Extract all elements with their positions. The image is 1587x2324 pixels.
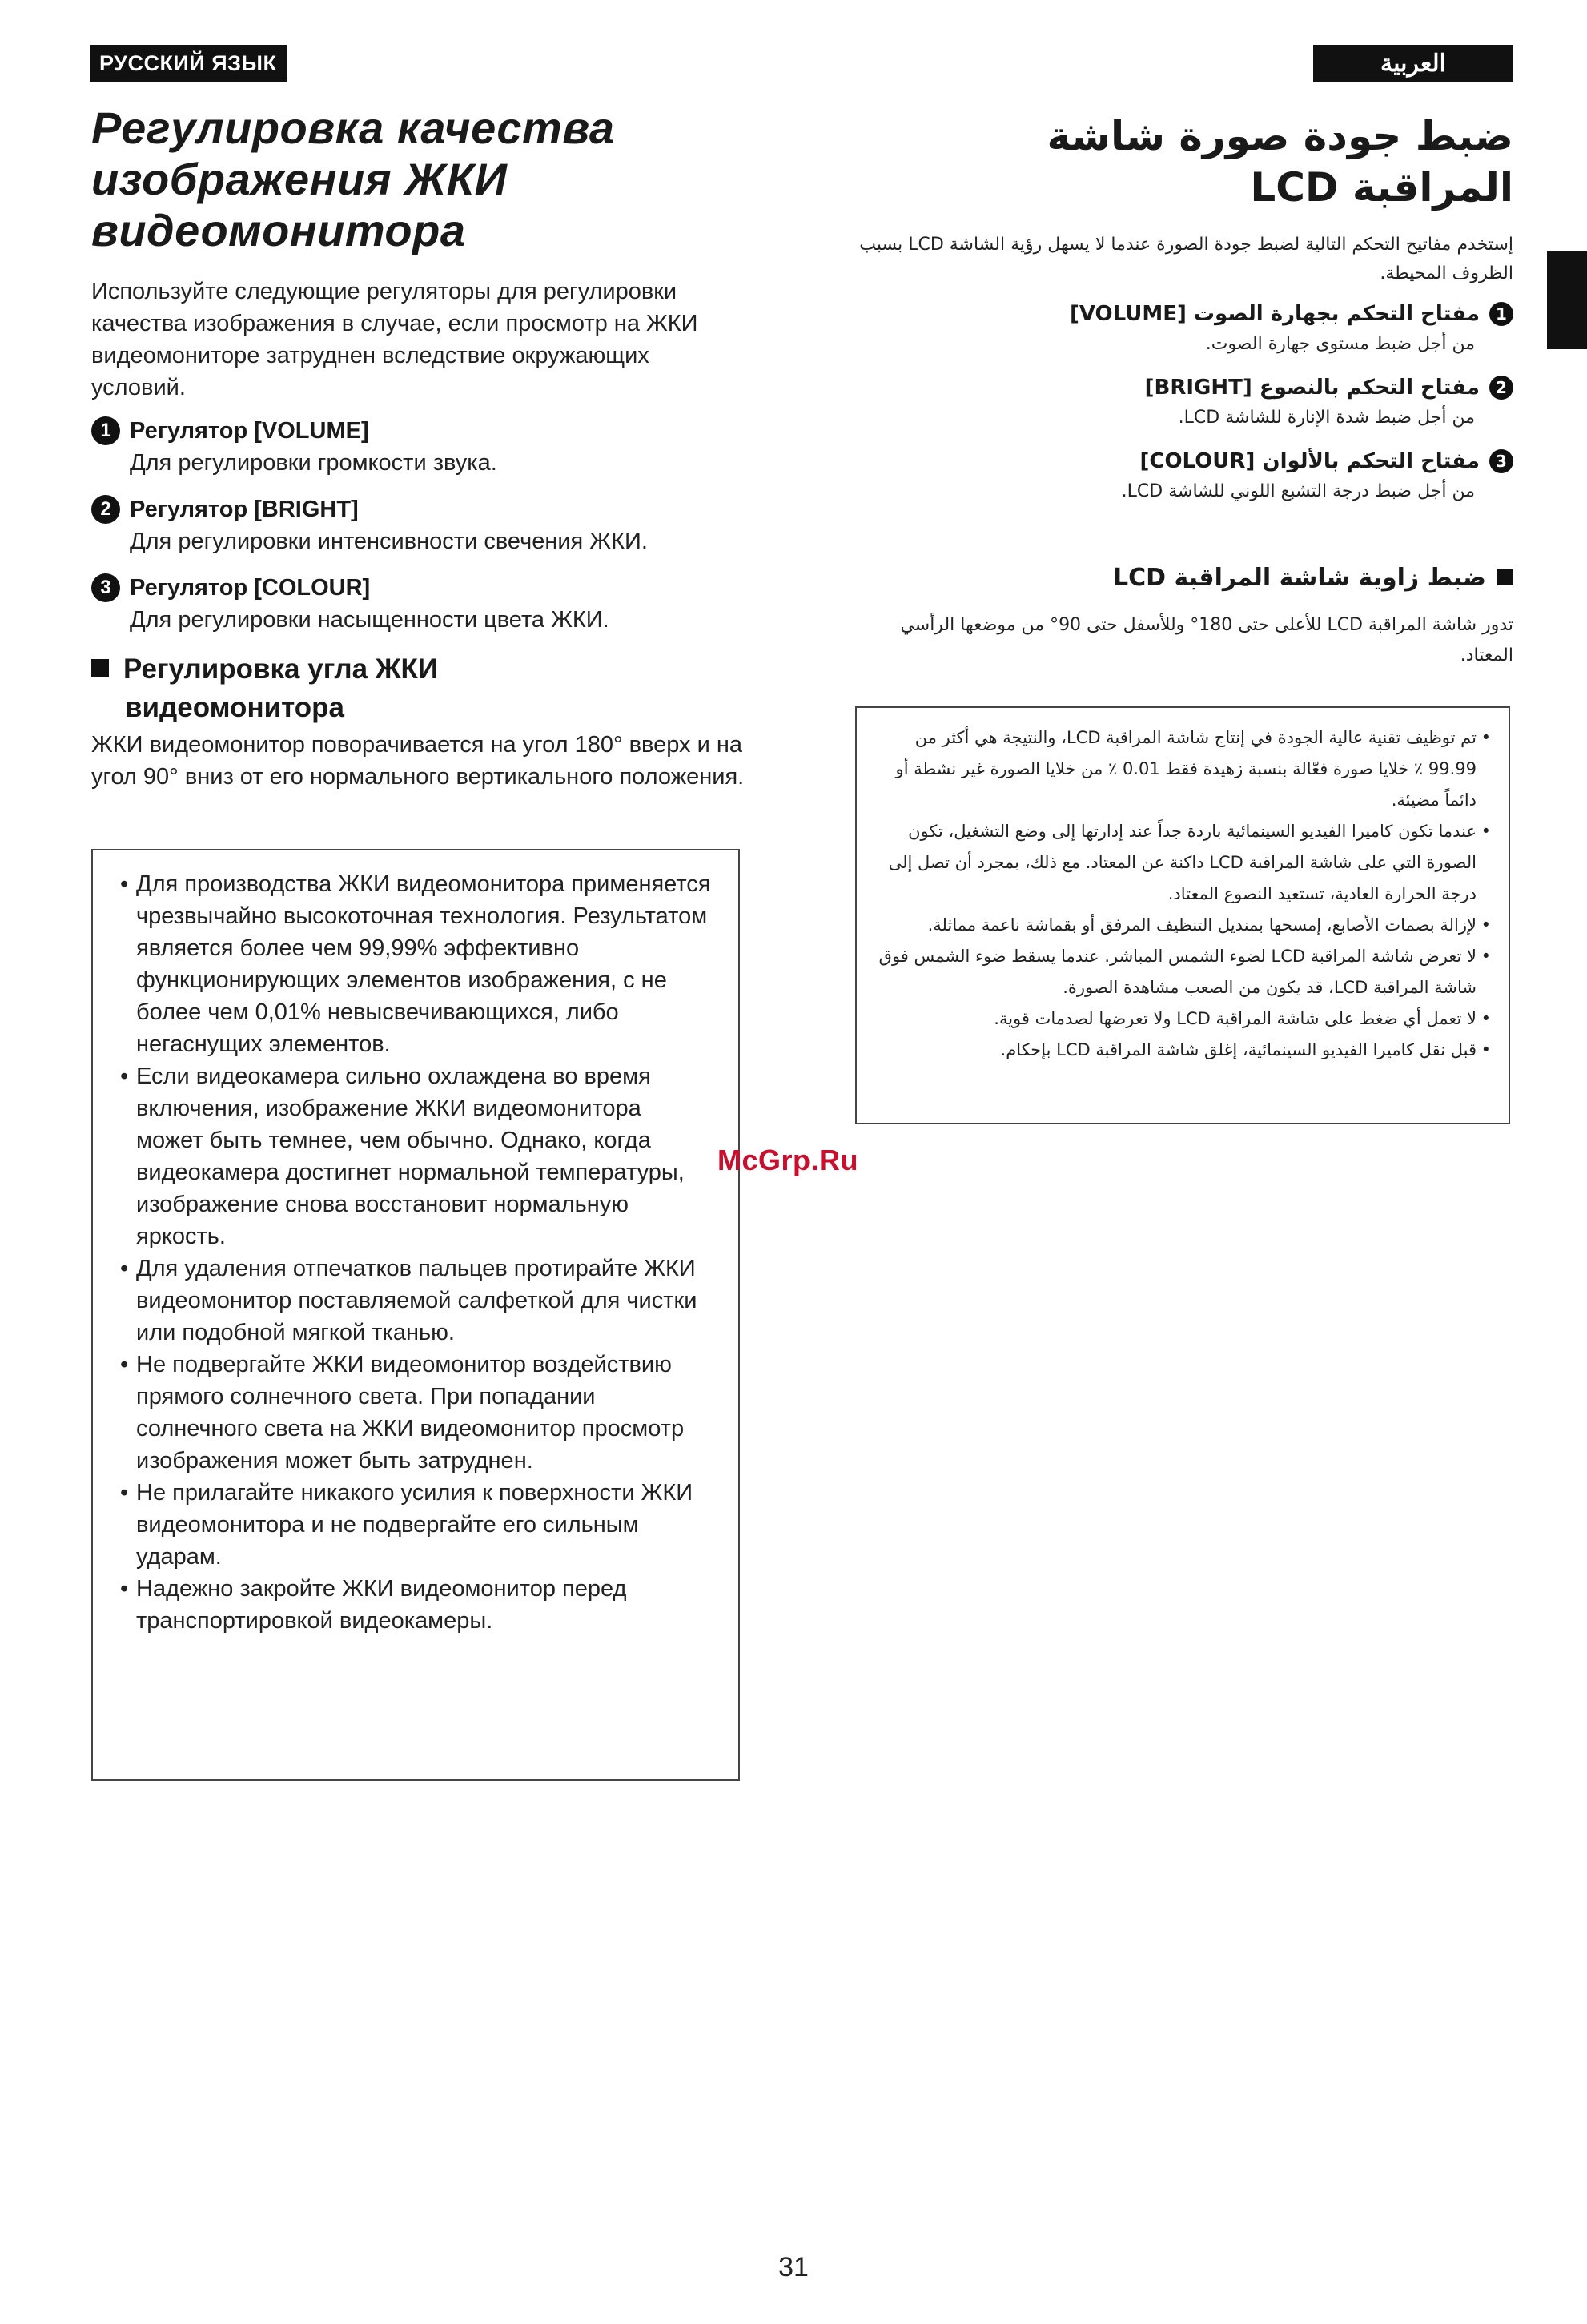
ar-page-title bbox=[849, 111, 1513, 213]
ru-note-item: • Не подвергайте ЖКИ видеомонитор воздействию прямого солнечного света. При попадании солнечного света на ЖКИ видеомонитор просмотр изображения может быть затруднен. bbox=[136, 1349, 714, 1477]
ar-note-item: • لا تعرض شاشة المراقبة LCD لضوء الشمس المباشر. عندما يسقط ضوء الشمس فوق شاشة المراقبة LCD، قد يكون من الصعب مشاهدة الصورة. bbox=[878, 941, 1477, 1003]
ru-intro-text: Используйте следующие регуляторы для регулировки качества изображения в случае, если просмотр на ЖКИ видеомониторе затруднен вследствие окружающих условий. bbox=[91, 279, 698, 400]
ru-angle-heading-line-1: Регулировка угла ЖКИ bbox=[123, 653, 438, 685]
number-3-icon: 3 bbox=[91, 573, 120, 602]
ar-control-bright bbox=[849, 372, 1513, 432]
page-number: 31 bbox=[778, 2252, 809, 2282]
ru-control-title: Регулятор [BRIGHT] bbox=[130, 497, 359, 522]
ar-title-line-2: المراقبة LCD bbox=[1250, 164, 1513, 211]
ru-title-line-3: видеомонитора bbox=[91, 205, 466, 255]
language-tab-arabic: العربية bbox=[1313, 45, 1513, 82]
ru-title-line-1: Регулировка качества bbox=[91, 103, 615, 153]
ar-control-desc: من أجل ضبط درجة التشبع اللوني للشاشة LCD. bbox=[1121, 481, 1475, 501]
ru-title-line-2: изображения ЖКИ bbox=[91, 154, 508, 204]
number-1-icon: 1 bbox=[91, 416, 120, 445]
ru-angle-text: ЖКИ видеомонитор поворачивается на угол 180° вверх и на угол 90° вниз от его нормального вертикального положения. bbox=[91, 732, 745, 790]
ar-control-colour bbox=[849, 445, 1513, 506]
ar-angle-heading-text: ضبط زاوية شاشة المراقبة LCD bbox=[1113, 564, 1486, 592]
ru-note-item: • Если видеокамера сильно охлаждена во время включения, изображение ЖКИ видеомонитора может быть темнее, чем обычно. Однако, когда видеокамера достигнет нормальной температуры, изображение снова восстановит нормальную яркость. bbox=[136, 1060, 714, 1252]
section-edge-marker bbox=[1547, 251, 1587, 349]
ar-control-desc: من أجل ضبط شدة الإنارة للشاشة LCD. bbox=[1178, 408, 1475, 428]
language-tab-russian: РУССКИЙ ЯЗЫК bbox=[90, 45, 287, 82]
ar-title-line-1: ضبط جودة صورة شاشة bbox=[1047, 113, 1513, 159]
ar-notes-box bbox=[855, 706, 1510, 1124]
ar-angle-heading bbox=[849, 561, 1513, 596]
ru-control-title: Регулятор [VOLUME] bbox=[130, 418, 369, 444]
ru-note-item: • Для производства ЖКИ видеомонитора применяется чрезвычайно высокоточная технология. Результатом является более чем 99,99% эффективно функционирующих элементов изображения, с не более чем 0,01% невысвечивающихся, либо негаснущих элементов. bbox=[136, 868, 714, 1060]
ru-control-desc: Для регулировки громкости звука. bbox=[130, 450, 497, 476]
ru-control-desc: Для регулировки насыщенности цвета ЖКИ. bbox=[130, 607, 609, 633]
ar-control-title: مفتاح التحكم بالنصوع [BRIGHT] bbox=[1144, 376, 1480, 400]
ar-control-title: مفتاح التحكم بالألوان [COLOUR] bbox=[1139, 449, 1480, 473]
watermark: McGrp.Ru bbox=[717, 1144, 859, 1176]
ar-control-title: مفتاح التحكم بجهارة الصوت [VOLUME] bbox=[1069, 302, 1480, 326]
ru-note-item: • Надежно закройте ЖКИ видеомонитор перед транспортировкой видеокамеры. bbox=[136, 1573, 714, 1637]
ru-angle-heading-line-2: видеомонитора bbox=[125, 692, 345, 723]
ru-control-title: Регулятор [COLOUR] bbox=[130, 575, 371, 601]
ru-control-volume bbox=[91, 415, 764, 479]
ar-control-desc: من أجل ضبط مستوى جهارة الصوت. bbox=[1205, 334, 1475, 354]
ar-angle-text: تدور شاشة المراقبة LCD للأعلى حتى 180° وللأسفل حتى 90° من موضعها الرأسي المعتاد. bbox=[900, 615, 1513, 665]
number-2-icon: 2 bbox=[1489, 376, 1513, 400]
ru-notes-box bbox=[91, 849, 740, 1781]
ru-control-colour bbox=[91, 572, 764, 636]
ru-note-item: • Для удаления отпечатков пальцев протирайте ЖКИ видеомонитор поставляемой салфеткой для чистки или подобной мягкой тканью. bbox=[136, 1252, 714, 1349]
ru-control-bright bbox=[91, 493, 764, 557]
ar-intro-text: إستخدم مفاتيح التحكم التالية لضبط جودة الصورة عندما لا يسهل رؤية الشاشة LCD بسبب الظروف المحيطة. bbox=[859, 235, 1513, 283]
number-2-icon: 2 bbox=[91, 495, 120, 524]
ar-note-item: • تم توظيف تقنية عالية الجودة في إنتاج شاشة المراقبة LCD، والنتيجة هي أكثر من 99.99 ٪ خلايا صورة فعّالة بنسبة زهيدة فقط 0.01 ٪ من خلايا الصورة غير نشطة أو دائماً مضيئة. bbox=[878, 722, 1477, 816]
ar-control-volume bbox=[849, 298, 1513, 359]
square-bullet-icon bbox=[91, 659, 109, 677]
number-3-icon: 3 bbox=[1489, 449, 1513, 473]
ru-note-item: • Не прилагайте никакого усилия к поверхности ЖКИ видеомонитора и не подвергайте его сильным ударам. bbox=[136, 1477, 714, 1573]
ru-control-desc: Для регулировки интенсивности свечения ЖКИ. bbox=[130, 529, 648, 554]
square-bullet-icon bbox=[1497, 569, 1513, 585]
ar-note-item: • عندما تكون كاميرا الفيديو السينمائية باردة جداً عند إدارتها إلى وضع التشغيل، تكون الصورة التي على شاشة المراقبة LCD داكنة عن المعتاد. مع ذلك، بمجرد أن تصل إلى درجة الحرارة العادية، تستعيد النصوع المعتاد. bbox=[878, 816, 1477, 910]
ru-page-title bbox=[91, 103, 764, 256]
ru-angle-heading bbox=[91, 650, 748, 727]
number-1-icon: 1 bbox=[1489, 302, 1513, 326]
ar-note-item: • لا تعمل أي ضغط على شاشة المراقبة LCD ولا تعرضها لصدمات قوية. bbox=[878, 1003, 1477, 1035]
ar-note-item: • لإزالة بصمات الأصابع، إمسحها بمنديل التنظيف المرفق أو بقماشة ناعمة مماثلة. bbox=[878, 910, 1477, 941]
ar-note-item: • قبل نقل كاميرا الفيديو السينمائية، إغلق شاشة المراقبة LCD بإحكام. bbox=[878, 1035, 1477, 1066]
